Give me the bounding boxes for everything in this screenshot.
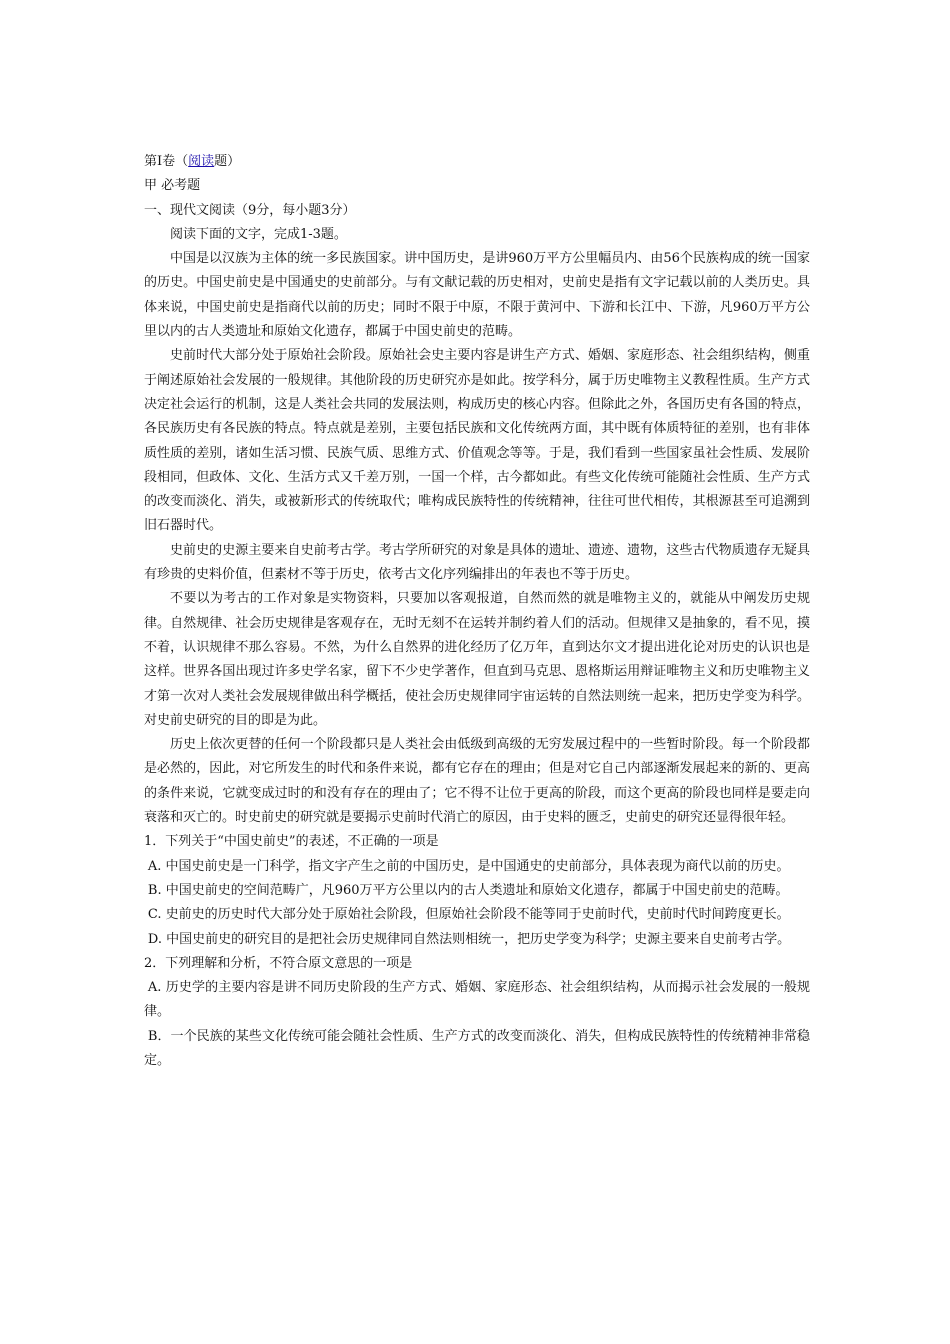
section-heading: 甲 必考题	[144, 178, 201, 194]
question-1-option-b: B. 中国史前史的空间范畴广，凡960万平方公里以内的古人类遗址和原始文化遗存，都属于中国史前史的范畴。	[147, 882, 789, 898]
question-1-option-a: A. 中国史前史是一门科学，指文字产生之前的中国历史，是中国通史的史前部分，具体表现为商代以前的历史。	[147, 858, 790, 874]
question-2-stem: 2．下列理解和分析，不符合原文意思的一项是	[144, 955, 413, 971]
question-1-option-c: C. 史前史的历史时代大部分处于原始社会阶段，但原始社会阶段不能等同于史前时代，史前时代时间跨度更长。	[147, 907, 790, 923]
question-1-option-d: D. 中国史前史的研究目的是把社会历史规律同自然法则相统一，把历史学变为科学；史源主要来自史前考古学。	[147, 931, 791, 947]
question-2-option-a: A. 历史学的主要内容是讲不同历史阶段的生产方式、婚姻、家庭形态、社会组织结构，从而揭示社会发展的一般规律。	[144, 980, 810, 1020]
exam-page	[144, 150, 810, 1073]
volume-suffix: 题）	[214, 154, 241, 169]
volume-heading	[144, 150, 810, 174]
article-paragraph-5: 历史上依次更替的任何一个阶段都只是人类社会由低级到高级的无穷发展过程中的一些暂时阶段。每一个阶段都是必然的，因此，对它所发生的时代和条件来说，都有它存在的理由；但是对它自己内部逐渐发展起来的新的、更高的条件来说，它就变成过时的和没有存在的理由了；它不得不让位于更高的阶段，而这个更高的阶段也同样是要走向衰落和灭亡的。时史前史的研究就是要揭示史前时代消亡的原因，由于史料的匮乏，史前史的研究还显得很年轻。	[144, 737, 810, 826]
question-1-stem: 1．下列关于“中国史前史”的表述，不正确的一项是	[144, 834, 439, 850]
article-paragraph-4: 不要以为考古的工作对象是实物资料，只要加以客观报道，自然而然的就是唯物主义的，就能从中阐发历史规律。自然规律、社会历史规律是客观存在，无时无刻不在运转并制约着人们的活动。但规律又是抽象的，看不见，摸不着，认识规律不那么容易。不然，为什么自然界的进化经历了亿万年，直到达尔文才提出进化论对历史的认识也是这样。世界各国出现过许多史学名家，留下不少史学著作，但直到马克思、恩格斯运用辩证唯物主义和历史唯物主义才第一次对人类社会发展规律做出科学概括，使社会历史规律同宇宙运转的自然法则统一起来，把历史学变为科学。对史前史研究的目的即是为此。	[144, 591, 810, 728]
part-heading: 一、现代文阅读（9分，每小题3分）	[144, 202, 356, 218]
article-paragraph-1: 中国是以汉族为主体的统一多民族国家。讲中国历史，是讲960万平方公里幅员内、由56个民族构成的统一国家的历史。中国史前史是中国通史的史前部分。与有文献记载的历史相对，史前史是指有文字记载以前的人类历史。具体来说，中国史前史是指商代以前的历史；同时不限于中原，不限于黄河中、下游和长江中、下游，凡960万平方公里以内的古人类遗址和原始文化遗存，都属于中国史前史的范畴。	[144, 251, 810, 340]
question-2-option-b: B．一个民族的某些文化传统可能会随社会性质、生产方式的改变而淡化、消失，但构成民族特性的传统精神非常稳定。	[144, 1028, 810, 1068]
volume-prefix: 第Ⅰ卷（	[144, 154, 189, 169]
article-paragraph-2: 史前时代大部分处于原始社会阶段。原始社会史主要内容是讲生产方式、婚姻、家庭形态、社会组织结构，侧重于阐述原始社会发展的一般规律。其他阶段的历史研究亦是如此。按学科分，属于历史唯物主义教程性质。生产方式决定社会运行的机制，这是人类社会共同的发展法则，构成历史的核心内容。但除此之外，各国历史有各国的特点，各民族历史有各民族的特点。特点就是差别，主要包括民族和文化传统两方面，其中既有体质特征的差别，也有非体质性质的差别，诸如生活习惯、民族气质、思维方式、价值观念等等。于是，我们看到一些国家虽社会性质、发展阶段相同，但政体、文化、生活方式又千差万别，一国一个样，古今都如此。有些文化传统可能随社会性质、生产方式的改变而淡化、消失，或被新形式的传统取代；唯构成民族特性的传统精神，往往可世代相传，其根源甚至可追溯到旧石器时代。	[144, 348, 810, 534]
reading-link[interactable]: 阅读	[188, 154, 215, 169]
instruction-text: 阅读下面的文字，完成1-3题。	[170, 226, 347, 242]
article-paragraph-3: 史前史的史源主要来自史前考古学。考古学所研究的对象是具体的遗址、遗迹、遗物，这些古代物质遗存无疑具有珍贵的史料价值，但素材不等于历史，依考古文化序列编排出的年表也不等于历史。	[144, 542, 810, 583]
